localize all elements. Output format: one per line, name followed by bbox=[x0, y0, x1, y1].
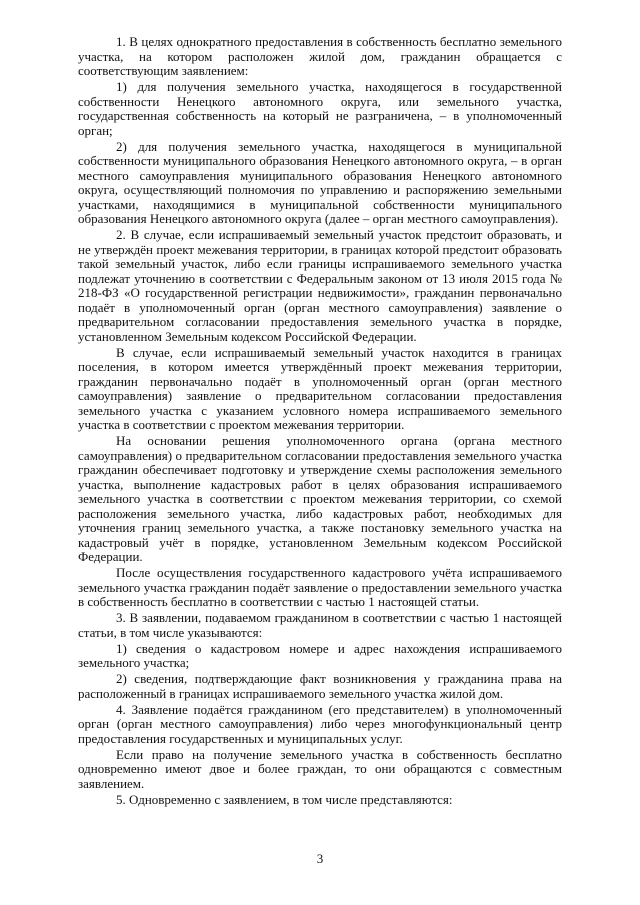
paragraph-3: 3. В заявлении, подаваемом гражданином в соответствии с частью 1 настоящей статьи, в том числе указываются: bbox=[78, 610, 562, 640]
paragraph-4: 4. Заявление подаётся гражданином (его представителем) в уполномоченный орган (орган местного самоуправления) либо через многофункциональный центр предоставления государственных и муниципальных услуг. bbox=[78, 701, 562, 746]
document-body bbox=[78, 35, 562, 809]
paragraph-2-continued-1: В случае, если испрашиваемый земельный участок находится в границах поселения, в котором имеется утверждённый проект межевания территории, гражданин первоначально подаёт в уполномоченный орган (орган местного самоуправления) заявление о предварительном согласовании предоставления земельного участка с указанием условного номера испрашиваемого земельного участка в соответствии с проектом межевания территории. bbox=[78, 344, 562, 432]
paragraph-1: 1. В целях однократного предоставления в собственность бесплатно земельного участка, на котором расположен жилой дом, гражданин обращается с соответствующим заявлением: bbox=[78, 34, 562, 78]
paragraph-4-continued: Если право на получение земельного участка в собственность бесплатно одновременно имеют двое и более граждан, то они обращаются с совместным заявлением. bbox=[78, 746, 562, 791]
paragraph-5: 5. Одновременно с заявлением, в том числе представляются: bbox=[116, 791, 453, 807]
paragraph-2-continued-2: На основании решения уполномоченного органа (органа местного самоуправления) о предварительном согласовании предоставления земельного участка гражданин обеспечивает подготовку и утверждение схемы расположения земельного участка, выполнение кадастровых работ в целях образования испрашиваемого земельного участка в соответствии с проектом межевания территории, со схемой расположения земельного участка, либо кадастровых работ, необходимых для уточнения границ земельного участка, а также постановку земельного участка на кадастровый учёт в порядке, установленном Земельным кодексом Российской Федерации. bbox=[78, 433, 562, 564]
paragraph-3-item-1: 1) сведения о кадастровом номере и адрес нахождения испрашиваемого земельного участка; bbox=[78, 640, 562, 670]
paragraph-3-item-2: 2) сведения, подтверждающие факт возникновения у гражданина права на расположенный в границах испрашиваемого земельного участка жилой дом. bbox=[78, 671, 562, 701]
paragraph-2: 2. В случае, если испрашиваемый земельный участок предстоит образовать, и не утверждён проект межевания территории, в границах которой предстоит образовать такой земельный участок, либо если границы испрашиваемого земельного участка подлежат уточнению в соответствии с Федеральным законом от 13 июля 2015 года № 218-ФЗ «О государственной регистрации недвижимости», гражданин первоначально подаёт в уполномоченный орган (орган местного самоуправления) заявление о предварительном согласовании предоставления земельного участка в порядке, установленном Земельным кодексом Российской Федерации. bbox=[78, 227, 562, 344]
paragraph-1-item-2: 2) для получения земельного участка, находящегося в муниципальной собственности муниципального образования Ненецкого автономного округа, – в орган местного самоуправления муниципального образования Ненецкого автономного округа, осуществляющий полномочия по управлению и распоряжению земельными участками, находящимися в муниципальной собственности муниципального образования Ненецкого автономного округа (далее – орган местного самоуправления). bbox=[78, 138, 562, 226]
paragraph-2-continued-3: После осуществления государственного кадастрового учёта испрашиваемого земельного участка гражданин подаёт заявление о предоставлении земельного участка в собственность бесплатно в соответствии с частью 1 настоящей статьи. bbox=[78, 565, 562, 609]
paragraph-1-item-1: 1) для получения земельного участка, находящегося в государственной собственности Ненецкого автономного округа, или земельного участка, государственная собственность на который не разграничена, – в уполномоченный орган; bbox=[78, 79, 562, 138]
page-number: 3 bbox=[316, 851, 324, 866]
